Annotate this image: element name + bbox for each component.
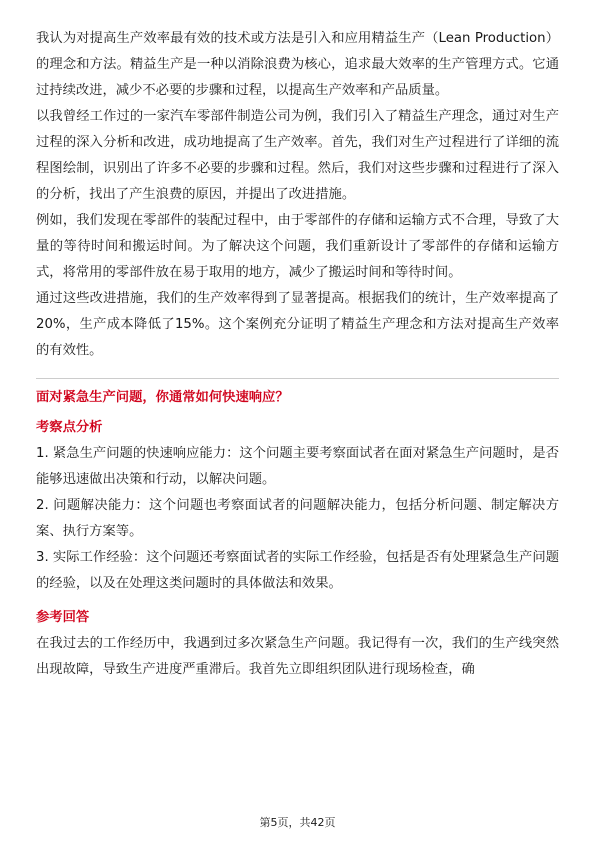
section-divider xyxy=(36,378,559,379)
intro-paragraph: 例如，我们发现在零部件的装配过程中，由于零部件的存储和运输方式不合理，导致了大量的等待时间和搬运时间。为了解决这个问题，我们重新设计了零部件的存储和运输方式，将常用的零部件放在易于取用的地方，减少了搬运时间和等待时间。 xyxy=(36,213,559,280)
intro-paragraph: 我认为对提高生产效率最有效的技术或方法是引入和应用精益生产（Lean Production）的理念和方法。精益生产是一种以消除浪费为核心，追求最大效率的生产管理方式。它通过持续改进，减少不必要的步骤和过程，以提高生产效率和产品质量。 xyxy=(36,31,559,98)
intro-paragraph: 通过这些改进措施，我们的生产效率得到了显著提高。根据我们的统计，生产效率提高了20%，生产成本降低了15%。这个案例充分证明了精益生产理念和方法对提高生产效率的有效性。 xyxy=(36,291,559,358)
answer-heading: 参考回答 xyxy=(36,610,90,625)
answer-text: 在我过去的工作经历中，我遇到过多次紧急生产问题。我记得有一次，我们的生产线突然出现故障，导致生产进度严重滞后。我首先立即组织团队进行现场检查，确 xyxy=(36,636,559,677)
analysis-item: 1. 紧急生产问题的快速响应能力：这个问题主要考察面试者在面对紧急生产问题时，是否能够迅速做出决策和行动，以解决问题。 xyxy=(36,446,559,487)
question-title: 面对紧急生产问题，你通常如何快速响应？ xyxy=(36,390,289,405)
analysis-item: 3. 实际工作经验：这个问题还考察面试者的实际工作经验，包括是否有处理紧急生产问题的经验，以及在处理这类问题时的具体做法和效果。 xyxy=(36,550,559,591)
intro-paragraph: 以我曾经工作过的一家汽车零部件制造公司为例，我们引入了精益生产理念，通过对生产过程的深入分析和改进，成功地提高了生产效率。首先，我们对生产过程进行了详细的流程图绘制，识别出了许多不必要的步骤和过程。然后，我们对这些步骤和过程进行了深入的分析，找出了产生浪费的原因，并提出了改进措施。 xyxy=(36,109,559,202)
page-number: 第5页，共42页 xyxy=(259,816,336,829)
page-content xyxy=(36,26,559,683)
analysis-heading: 考察点分析 xyxy=(36,420,103,435)
analysis-item: 2. 问题解决能力：这个问题也考察面试者的问题解决能力，包括分析问题、制定解决方案、执行方案等。 xyxy=(36,498,559,539)
